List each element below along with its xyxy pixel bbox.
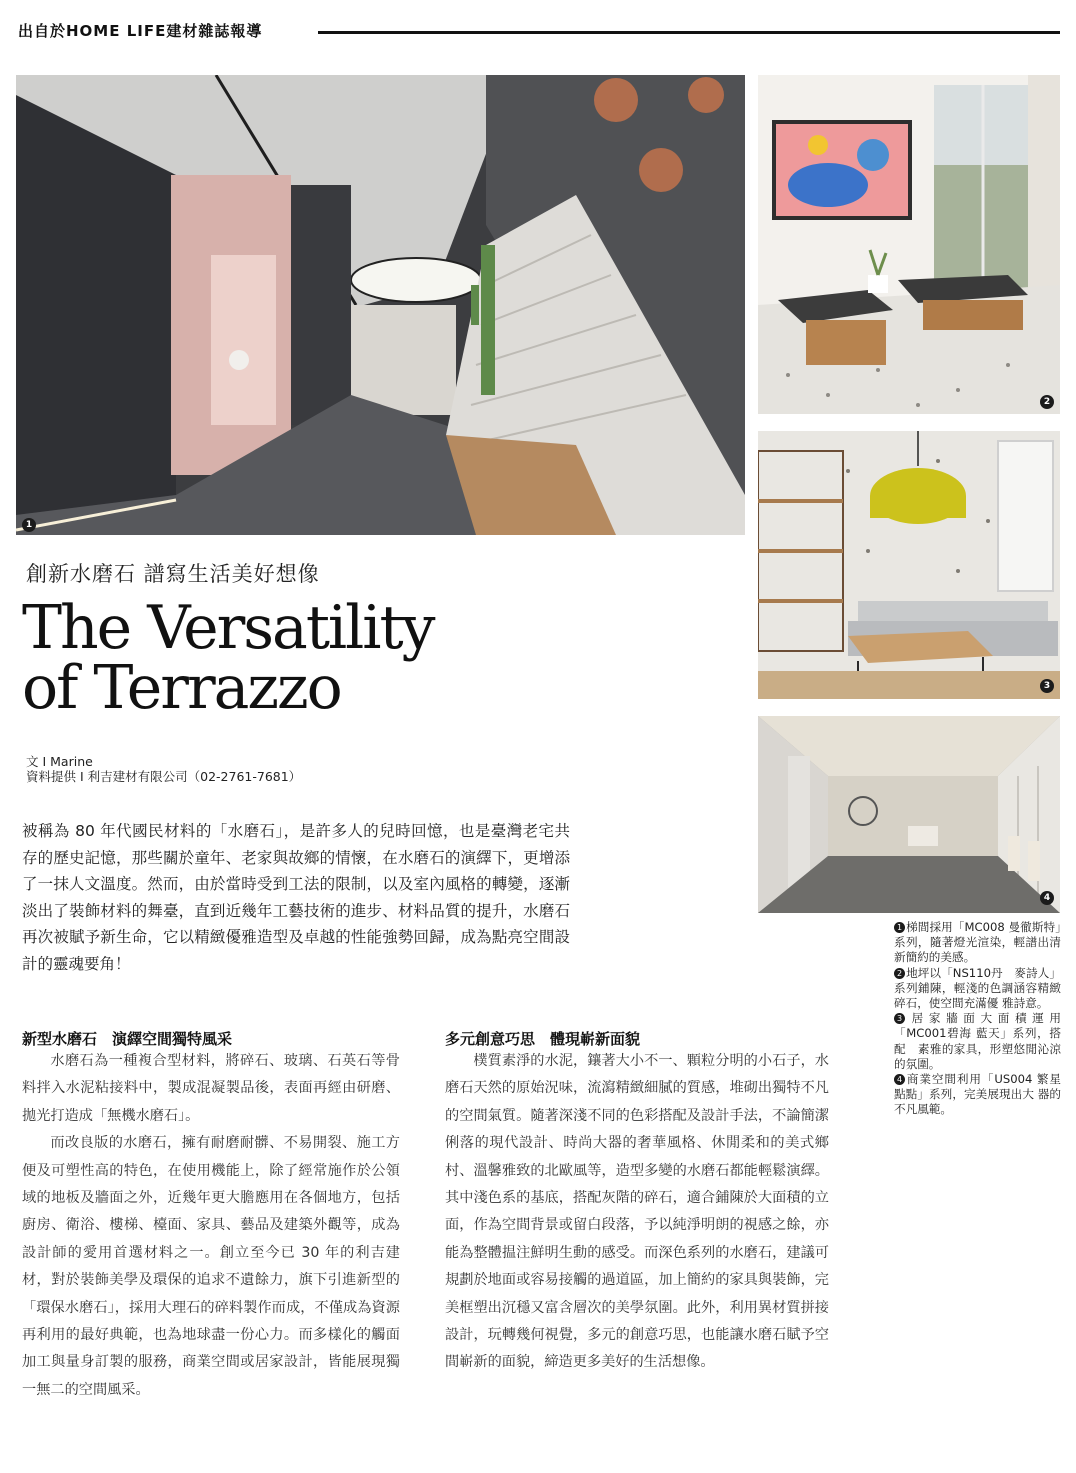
right-column-heading: 多元創意巧思 體現嶄新面貌 — [445, 1030, 641, 1048]
article-subtitle: 創新水磨石 譜寫生活美好想像 — [26, 562, 320, 586]
caption-item — [894, 1011, 1061, 1072]
caption-text: 商業空間利用「US004 繁星點點」系列，完美展現出大 器的不凡風範。 — [894, 1072, 1061, 1117]
caption-text: 居家牆面大面積運用「MC001碧海 藍天」系列，搭配 素雅的家具，形塑悠閒沁涼的氛圍。 — [894, 1011, 1061, 1071]
magazine-source-title: 出自於HOME LIFE建材雜誌報導 — [18, 22, 263, 40]
article-title — [22, 593, 582, 723]
photo-lounge-benches — [758, 75, 1060, 414]
caption-number: 3 — [894, 1013, 905, 1024]
caption-item — [894, 920, 1061, 966]
photo-staircase — [16, 75, 745, 535]
caption-item — [894, 1072, 1061, 1118]
caption-item — [894, 966, 1061, 1012]
left-paragraph: 而改良版的水磨石，擁有耐磨耐髒、不易開裂、施工方便及可塑性高的特色，在使用機能上，除了經常施作於公領域的地板及牆面之外，近幾年更大膽應用在各個地方，包括廚房、衛浴、樓梯、檯面、家具、藝品及建築外觀等，成為設計師的愛用首選材料之一。創立至今已 30 年的利吉建材，對於裝飾美學及環保的追求不遺餘力，旗下引進新型的「環保水磨石」，採用大理石的碎料製作而成，不僅成為資源再利用的最好典範，也為地球盡一份心力。而多樣化的觸面加工與量身訂製的服務，商業空間或居家設計，皆能展現獨一無二的空間風采。 — [22, 1135, 400, 1398]
article-credits — [26, 754, 301, 784]
left-column-heading: 新型水磨石 演繹空間獨特風采 — [22, 1030, 233, 1048]
photo-number-badge: 1 — [22, 518, 36, 532]
article-title-line-2: of Terrazzo — [22, 653, 341, 723]
credit-source: 資料提供 I 利吉建材有限公司（02-2761-7681） — [26, 769, 302, 784]
left-paragraph: 水磨石為一種複合型材料，將碎石、玻璃、石英石等骨料拌入水泥粘接料中，製成混凝製品後，表面再經由研磨、拋光打造成「無機水磨石」。 — [22, 1053, 400, 1124]
article-title-line-1: The Versatility — [22, 593, 434, 663]
photo-number-badge: 3 — [1040, 679, 1054, 693]
caption-number: 1 — [894, 922, 905, 933]
photo-living-room — [758, 431, 1060, 699]
photo-captions — [894, 920, 1061, 1118]
caption-number: 4 — [894, 1074, 905, 1085]
right-paragraph: 樸質素淨的水泥，鑲著大小不一、顆粒分明的小石子，水磨石天然的原始況味，流瀉精緻細膩的質感，堆砌出獨特不凡的空間氣質。隨著深淺不同的色彩搭配及設計手法，不論簡潔俐落的現代設計、時尚大器的奢華風格、休閒柔和的美式鄉村、溫馨雅致的北歐風等，造型多變的水磨石都能輕鬆演繹。其中淺色系的基底，搭配灰階的碎石，適合鋪陳於大面積的立面，作為空間背景或留白段落，予以純淨明朗的視感之餘，亦能為整體揾注鮮明生動的感受。而深色系列的水磨石，建議可規劃於地面或容易接觸的過道區，加上簡約的家具與裝飾，完美框塑出沉穩又富含層次的美學氛圍。此外，利用異材質拼接設計，玩轉幾何視覺，多元的創意巧思，也能讓水磨石賦予空間嶄新的面貌，締造更多美好的生活想像。 — [445, 1053, 829, 1371]
header-rule — [318, 31, 1060, 34]
photo-number-badge: 4 — [1040, 891, 1054, 905]
credit-author: 文 I Marine — [26, 754, 93, 769]
right-column-body — [445, 1048, 829, 1377]
photo-commercial-space — [758, 716, 1060, 913]
caption-text: 地坪以「NS110丹 麥詩人」系列鋪陳，輕淺的色調涵容精緻碎石，使空間充滿優 雅詩意。 — [894, 965, 1061, 1011]
photo-number-badge: 2 — [1040, 395, 1054, 409]
caption-text: 梯間採用「MC008 曼徹斯特」系列，隨著燈光渲染，輕譜出清新簡約的美感。 — [894, 920, 1061, 965]
caption-number: 2 — [894, 968, 905, 979]
left-column-body — [22, 1048, 400, 1404]
article-intro: 被稱為 80 年代國民材料的「水磨石」，是許多人的兒時回憶，也是臺灣老宅共存的歷史記憶，那些關於童年、老家與故鄉的情懷，在水磨石的演繹下，更增添了一抹人文溫度。然而，由於當時受到工法的限制，以及室內風格的轉變，逐漸淡出了裝飾材料的舞臺，直到近幾年工藝技術的進步、材料品質的提升，水磨石再次被賦予新生命，它以精緻優雅造型及卓越的性能強勢回歸，成為點亮空間設計的靈魂要角！ — [22, 822, 570, 973]
